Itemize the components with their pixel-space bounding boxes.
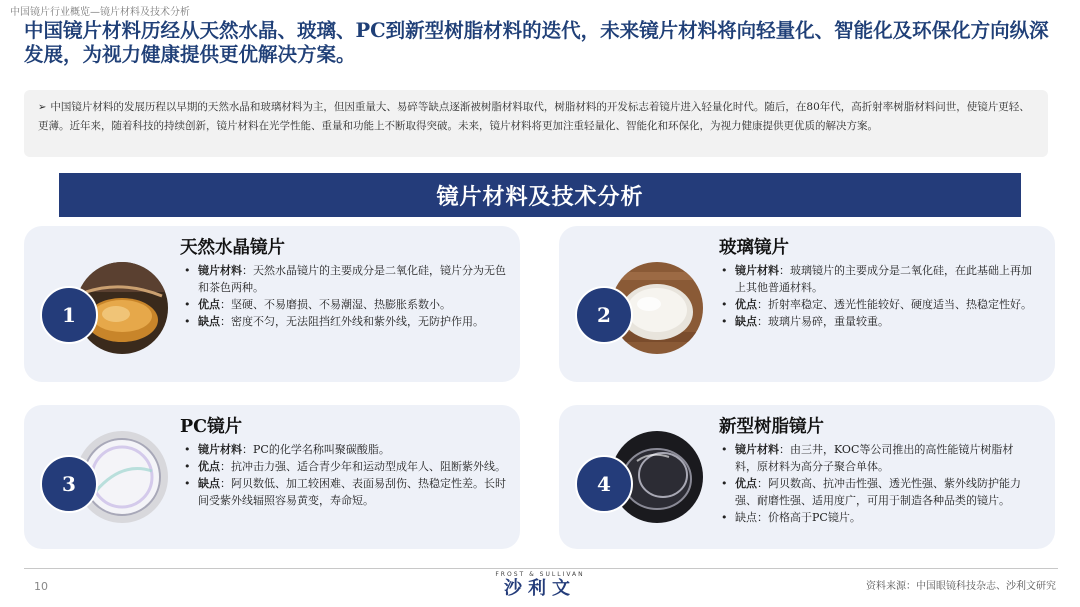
summary-text: 中国镜片材料的发展历程以早期的天然水晶和玻璃材料为主，但因重量大、易碎等缺点逐渐被树脂材料取代，树脂材料的开发标志着镜片进入轻量化时代。随后，在80年代，高折射率树脂材料问世，使镜片更轻、更薄。近年来，随着科技的持续创新，镜片材料在光学性能、重量和功能上不断取得突破。未来，镜片材料将更加注重轻量化、智能化和环保化，为视力健康提供更优质的解决方案。 bbox=[38, 101, 1030, 132]
card-glass-lens bbox=[559, 226, 1055, 382]
bullet-disadvantage: • 缺点：阿贝数低、加工较困难、表面易刮伤、热稳定性差。长时间受紫外线辐照容易黄变，寿命短。 bbox=[180, 475, 510, 509]
card-title: 新型树脂镜片 bbox=[719, 417, 824, 437]
card-number-badge: 4 bbox=[575, 455, 633, 513]
bullet-advantage: • 优点：坚硬、不易磨损、不易潮湿、热膨胀系数小。 bbox=[180, 296, 510, 313]
source-note: 资料来源：中国眼镜科技杂志、沙利文研究 bbox=[866, 581, 1056, 592]
card-number-badge: 1 bbox=[40, 286, 98, 344]
bullet-material: • 镜片材料：由三井，KOC等公司推出的高性能镜片树脂材料，原材料为高分子聚合单体。 bbox=[717, 441, 1033, 475]
card-natural-crystal bbox=[24, 226, 520, 382]
logo-chinese: 沙利文 bbox=[504, 578, 576, 599]
bullet-advantage: • 优点：抗冲击力强、适合青少年和运动型成年人、阻断紫外线。 bbox=[180, 458, 510, 475]
card-bullet-list bbox=[180, 262, 510, 330]
breadcrumb: 中国镜片行业概览—镜片材料及技术分析 bbox=[10, 7, 190, 18]
card-bullet-list bbox=[717, 262, 1033, 330]
logo-english: FROST & SULLIVAN bbox=[495, 571, 585, 578]
arrow-bullet-icon: ➢ bbox=[38, 102, 47, 113]
card-title: PC镜片 bbox=[180, 417, 243, 437]
card-pc-lens bbox=[24, 405, 520, 549]
bullet-disadvantage: • 缺点：价格高于PC镜片。 bbox=[717, 509, 1033, 526]
card-bullet-list bbox=[180, 441, 510, 509]
bullet-material: • 镜片材料：PC的化学名称叫聚碳酸脂。 bbox=[180, 441, 510, 458]
card-title: 玻璃镜片 bbox=[719, 238, 789, 258]
card-title: 天然水晶镜片 bbox=[180, 238, 285, 258]
bullet-material: • 镜片材料：玻璃镜片的主要成分是二氧化硅，在此基础上再加上其他普通材料。 bbox=[717, 262, 1033, 296]
page-headline: 中国镜片材料历经从天然水晶、玻璃、PC到新型树脂材料的迭代，未来镜片材料将向轻量化、智能化及环保化方向纵深发展，为视力健康提供更优解决方案。 bbox=[24, 19, 1049, 66]
page-number: 10 bbox=[34, 580, 48, 593]
card-number-badge: 3 bbox=[40, 455, 98, 513]
card-resin-lens bbox=[559, 405, 1055, 549]
bullet-material: • 镜片材料：天然水晶镜片的主要成分是二氧化硅，镜片分为无色和茶色两种。 bbox=[180, 262, 510, 296]
summary-box bbox=[24, 90, 1048, 157]
frost-sullivan-logo bbox=[484, 571, 596, 600]
section-banner: 镜片材料及技术分析 bbox=[59, 173, 1021, 217]
bullet-disadvantage: • 缺点：玻璃片易碎，重量较重。 bbox=[717, 313, 1033, 330]
card-number-badge: 2 bbox=[575, 286, 633, 344]
bullet-disadvantage: • 缺点：密度不匀，无法阻挡红外线和紫外线，无防护作用。 bbox=[180, 313, 510, 330]
bullet-advantage: • 优点：阿贝数高、抗冲击性强、透光性强、紫外线防护能力强、耐磨性强、适用度广，可用于制造各种品类的镜片。 bbox=[717, 475, 1033, 509]
bullet-advantage: • 优点：折射率稳定、透光性能较好、硬度适当、热稳定性好。 bbox=[717, 296, 1033, 313]
card-bullet-list bbox=[717, 441, 1033, 526]
footer-divider bbox=[24, 568, 1058, 569]
